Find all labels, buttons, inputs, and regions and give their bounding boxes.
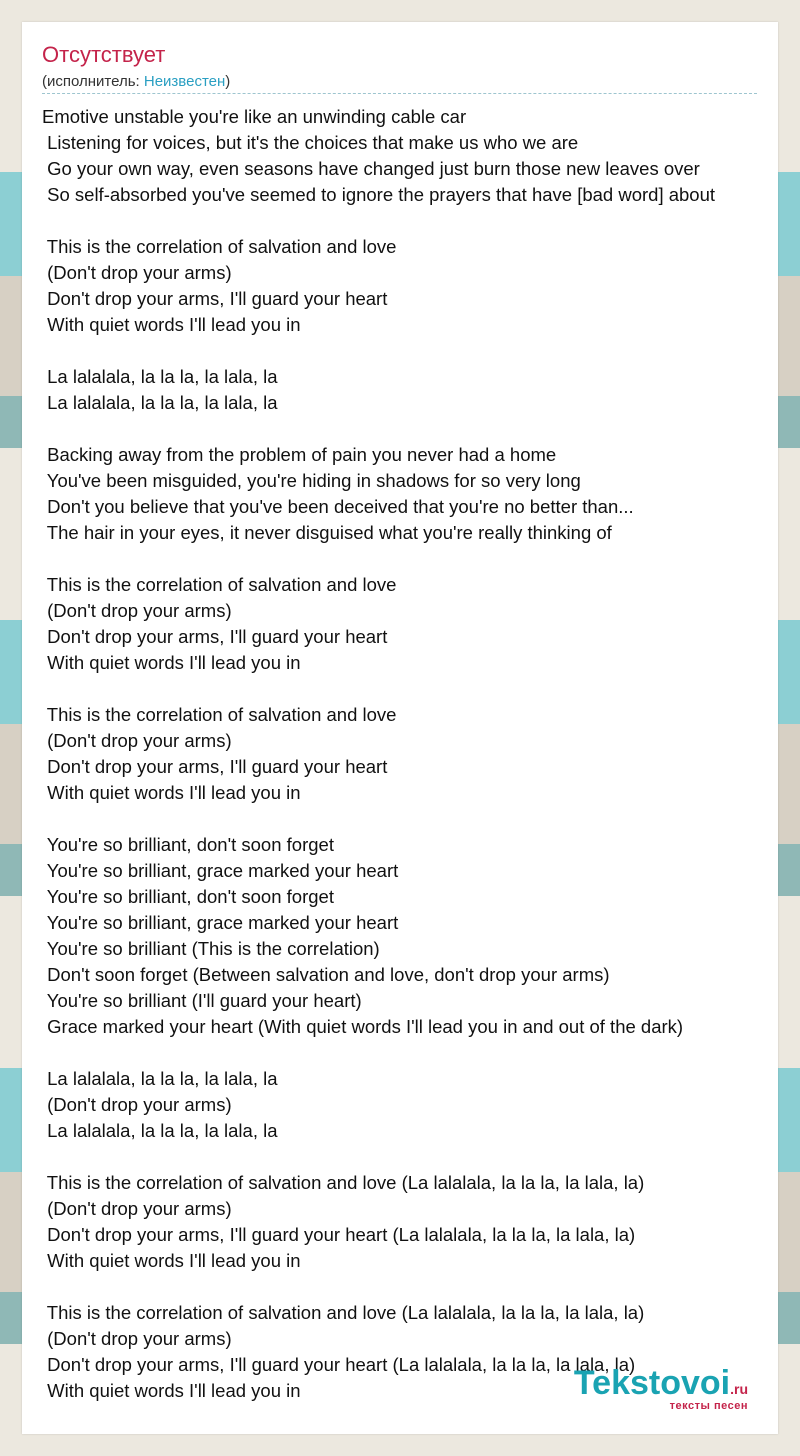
- logo-main-text: Tekstovoi: [573, 1364, 731, 1402]
- lyric-line: [42, 546, 782, 572]
- logo-tld: .ru: [730, 1381, 748, 1397]
- lyric-line: Don't drop your arms, I'll guard your heart (La lalalala, la la la, la lala, la): [42, 1224, 636, 1245]
- lyrics-text: [42, 104, 782, 1404]
- lyric-line: This is the correlation of salvation and love: [42, 704, 397, 725]
- lyric-line: [42, 338, 782, 364]
- lyric-line: La lalalala, la la la, la lala, la: [42, 1120, 278, 1141]
- lyric-line: [42, 676, 782, 702]
- lyric-line: With quiet words I'll lead you in: [42, 782, 301, 803]
- artist-line: [42, 73, 230, 90]
- lyric-line: Emotive unstable you're like an unwinding cable car: [42, 106, 467, 127]
- artist-suffix: ): [225, 73, 231, 90]
- lyric-line: La lalalala, la la la, la lala, la: [42, 366, 278, 387]
- lyric-line: This is the correlation of salvation and love: [42, 574, 397, 595]
- lyric-line: [42, 1040, 782, 1066]
- lyric-line: Don't soon forget (Between salvation and love, don't drop your arms): [42, 964, 610, 985]
- lyric-line: You're so brilliant (This is the correlation): [42, 938, 380, 959]
- lyric-line: With quiet words I'll lead you in: [42, 652, 301, 673]
- lyric-line: (Don't drop your arms): [42, 1328, 232, 1349]
- lyric-line: Go your own way, even seasons have changed just burn those new leaves over: [42, 158, 700, 179]
- lyric-line: (Don't drop your arms): [42, 730, 232, 751]
- lyric-line: Don't you believe that you've been deceived that you're no better than...: [42, 496, 634, 517]
- lyric-line: [42, 1274, 782, 1300]
- lyric-line: Grace marked your heart (With quiet words I'll lead you in and out of the dark): [42, 1016, 684, 1037]
- lyric-line: You're so brilliant, grace marked your heart: [42, 912, 399, 933]
- lyric-line: You're so brilliant, don't soon forget: [42, 886, 334, 907]
- artist-prefix: (исполнитель:: [42, 73, 144, 90]
- lyric-line: With quiet words I'll lead you in: [42, 1380, 301, 1401]
- lyric-line: Don't drop your arms, I'll guard your heart: [42, 288, 388, 309]
- song-title: Отсутствует: [42, 42, 166, 67]
- lyric-line: Listening for voices, but it's the choices that make us who we are: [42, 132, 579, 153]
- lyric-line: (Don't drop your arms): [42, 600, 232, 621]
- logo-tagline: тексты песен: [669, 1400, 748, 1412]
- lyric-line: (Don't drop your arms): [42, 262, 232, 283]
- lyric-line: You're so brilliant, grace marked your heart: [42, 860, 399, 881]
- lyric-line: Don't drop your arms, I'll guard your heart: [42, 626, 388, 647]
- lyric-line: You're so brilliant (I'll guard your heart): [42, 990, 362, 1011]
- artist-link[interactable]: Неизвестен: [143, 73, 226, 90]
- lyric-line: La lalalala, la la la, la lala, la: [42, 392, 278, 413]
- lyric-line: With quiet words I'll lead you in: [42, 314, 301, 335]
- lyric-line: (Don't drop your arms): [42, 1198, 232, 1219]
- lyric-line: You're so brilliant, don't soon forget: [42, 834, 334, 855]
- lyric-line: Backing away from the problem of pain you never had a home: [42, 444, 557, 465]
- lyric-line: [42, 416, 782, 442]
- lyrics-card: [22, 22, 778, 1434]
- lyric-line: Don't drop your arms, I'll guard your heart (La lalalala, la la la, la lala, la): [42, 1354, 636, 1375]
- lyric-line: La lalalala, la la la, la lala, la: [42, 1068, 278, 1089]
- lyric-line: This is the correlation of salvation and love (La lalalala, la la la, la lala, la): [42, 1302, 645, 1323]
- lyric-line: So self-absorbed you've seemed to ignore the prayers that have [bad word] about: [42, 184, 716, 205]
- lyric-line: The hair in your eyes, it never disguised what you're really thinking of: [42, 522, 612, 543]
- lyric-line: This is the correlation of salvation and love (La lalalala, la la la, la lala, la): [42, 1172, 645, 1193]
- lyric-line: You've been misguided, you're hiding in shadows for so very long: [42, 470, 581, 491]
- lyric-line: This is the correlation of salvation and love: [42, 236, 397, 257]
- lyric-line: [42, 208, 782, 234]
- header-divider: [42, 93, 757, 94]
- lyric-line: With quiet words I'll lead you in: [42, 1250, 301, 1271]
- lyric-line: Don't drop your arms, I'll guard your heart: [42, 756, 388, 777]
- lyric-line: [42, 806, 782, 832]
- site-logo[interactable]: [574, 1366, 748, 1412]
- lyric-line: [42, 1144, 782, 1170]
- lyric-line: (Don't drop your arms): [42, 1094, 232, 1115]
